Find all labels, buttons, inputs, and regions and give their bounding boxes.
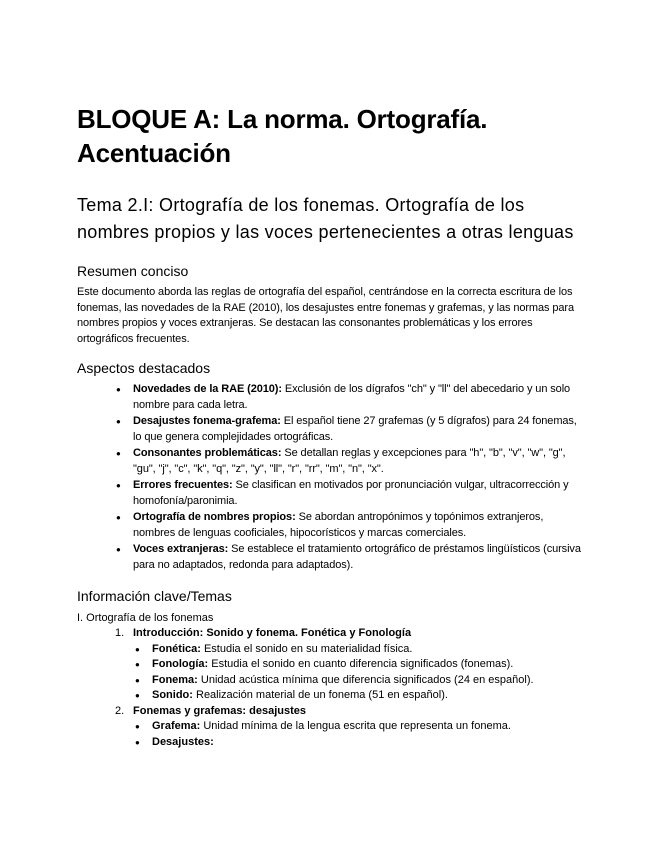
topic-sublist [133,642,585,704]
summary-heading: Resumen conciso [77,263,189,279]
sub-term: Sonido: [152,689,193,701]
topic-item [115,626,585,704]
aspect-text: Se abordan antropónimos y topónimos extranjeros, nombres de lenguas cooficiales, hipocorísticos y marcas comerciales. [133,511,544,539]
list-item [152,642,585,658]
topic-number: 1. [115,627,125,639]
aspect-text: Se detallan reglas y excepciones para "h", "b", "v", "w", "g", "gu", "j", "c", "k", "q", "z", "y", "ll", "r", "rr", "m", "n", "x". [133,447,566,475]
aspect-text: Se clasifican en motivados por pronunciación vulgar, ultracorrección y homofonía/paronimia. [133,479,569,507]
sub-term: Grafema: [152,720,201,732]
sub-term: Desajustes: [152,735,214,748]
list-item [133,510,585,541]
aspect-text: El español tiene 27 grafemas (y 5 dígrafos) para 24 fonemas, lo que genera complejidades ortográficas. [133,415,577,443]
aspects-list [77,382,585,573]
sub-text: Realización material de un fonema (51 en español). [192,689,448,701]
key-info-heading: Información clave/Temas [77,588,232,604]
document-subtitle: Tema 2.I: Ortografía de los fonemas. Ortografía de los nombres propios y las voces pertenecientes a otras lenguas [77,195,574,242]
list-item [133,382,585,413]
section-label: I. Ortografía de los fonemas [77,612,214,624]
list-item [152,673,585,689]
list-item [133,542,585,573]
list-item [152,719,585,735]
aspects-heading: Aspectos destacados [77,360,211,376]
list-item [133,414,585,445]
topics-list [77,626,585,750]
aspect-text: Se establece el tratamiento ortográfico de préstamos lingüísticos (cursiva para no adaptados, redonda para adaptados). [133,543,581,571]
topic-title: Introducción: Sonido y fonema. Fonética y Fonología [133,627,412,639]
topic-item [115,704,585,751]
sub-term: Fonética: [152,642,201,655]
topic-number: 2. [115,704,125,717]
sub-term: Fonema: [152,673,198,686]
list-item [152,688,585,704]
sub-term: Fonología: [152,658,209,670]
topic-title: Fonemas y grafemas: desajustes [133,704,307,717]
sub-text: Unidad mínima de la lengua escrita que representa un fonema. [200,720,511,732]
aspect-term: Consonantes problemáticas: [133,447,282,459]
document-title: BLOQUE A: La norma. Ortografía. Acentuación [77,104,488,168]
sub-text: Unidad acústica mínima que diferencia significados (24 en español). [197,673,534,686]
aspect-term: Novedades de la RAE (2010): [133,383,282,395]
list-item [133,446,585,477]
sub-text: Estudia el sonido en su materialidad física. [200,642,413,655]
summary-text: Este documento aborda las reglas de ortografía del español, centrándose en la correcta escritura de los fonemas, las novedades de la RAE (2010), los desajustes entre fonemas y grafemas, y las normas para nombres propios y voces extranjeras. Se destacan las consonantes problemáticas y los errores ortográficos frecuentes. [77,286,574,345]
sub-text: Estudia el sonido en cuanto diferencia significados (fonemas). [208,658,514,670]
list-item [133,478,585,509]
list-item [152,657,585,673]
aspect-term: Voces extranjeras: [133,543,229,555]
aspect-term: Desajustes fonema-grafema: [133,415,281,427]
list-item [152,735,585,751]
aspect-term: Ortografía de nombres propios: [133,511,296,523]
aspect-term: Errores frecuentes: [133,479,233,491]
topic-sublist [133,719,585,750]
aspect-text: Exclusión de los dígrafos "ch" y "ll" del abecedario y un solo nombre para cada letra. [133,383,571,411]
